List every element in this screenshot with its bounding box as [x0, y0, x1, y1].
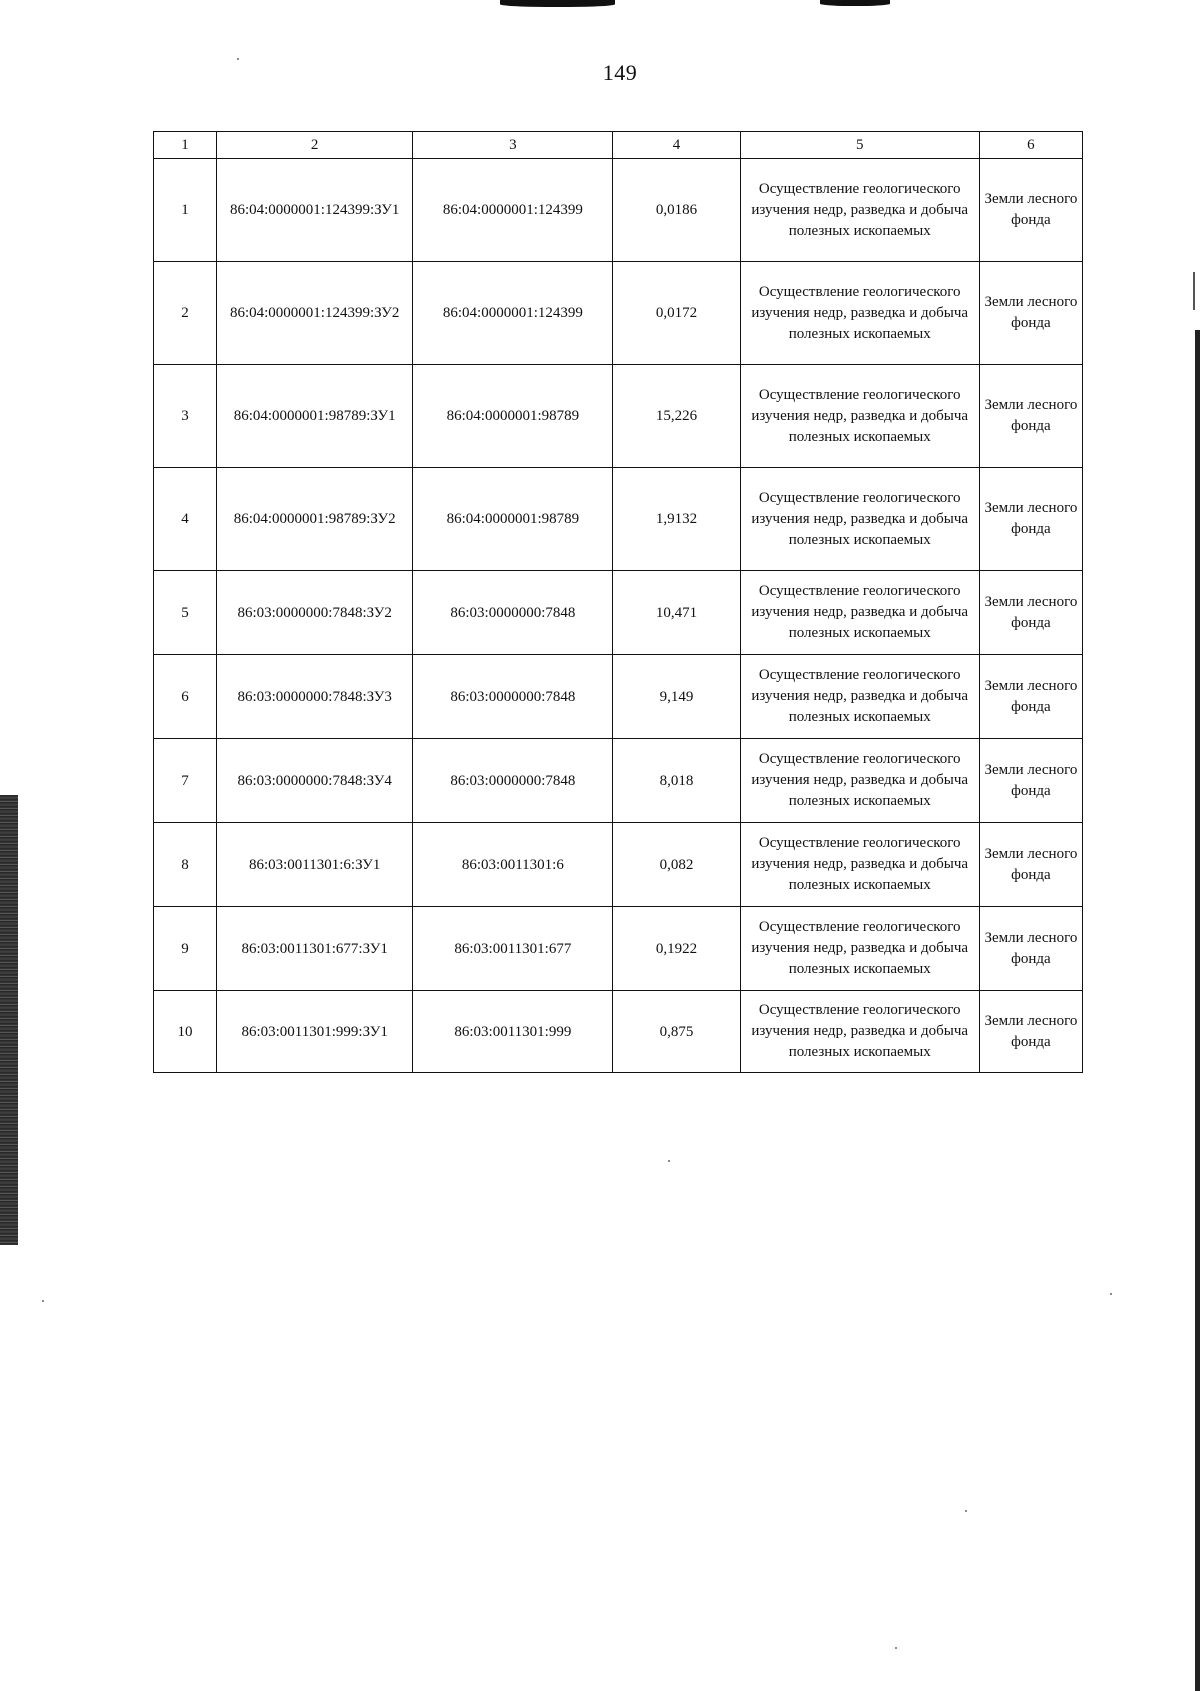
table-row: [154, 571, 1083, 655]
area-cell: 0,0172: [613, 262, 740, 365]
purpose-cell: Осуществление геологического изучения недр, разведка и добыча полезных ископаемых: [740, 655, 979, 739]
plot-id-cell: 86:03:0011301:6:ЗУ1: [217, 823, 413, 907]
area-cell: 0,1922: [613, 907, 740, 991]
scan-artifact: [1193, 272, 1195, 310]
purpose-cell: Осуществление геологического изучения недр, разведка и добыча полезных ископаемых: [740, 468, 979, 571]
table-row: [154, 159, 1083, 262]
row-number-cell: 1: [154, 159, 217, 262]
plot-id-cell: 86:04:0000001:98789:ЗУ2: [217, 468, 413, 571]
scan-speck: [1110, 1293, 1112, 1295]
scan-speck: [965, 1510, 967, 1512]
land-category-cell: Земли лесного фонда: [979, 823, 1082, 907]
land-category-cell: Земли лесного фонда: [979, 468, 1082, 571]
table-row: [154, 468, 1083, 571]
scan-artifact: [820, 0, 890, 6]
parcel-number-cell: 86:03:0011301:6: [413, 823, 613, 907]
parcel-number-cell: 86:04:0000001:124399: [413, 159, 613, 262]
table-row: [154, 907, 1083, 991]
row-number-cell: 9: [154, 907, 217, 991]
parcel-number-cell: 86:03:0011301:999: [413, 991, 613, 1073]
purpose-cell: Осуществление геологического изучения недр, разведка и добыча полезных ископаемых: [740, 907, 979, 991]
land-category-cell: Земли лесного фонда: [979, 991, 1082, 1073]
table-row: [154, 823, 1083, 907]
land-plots-table: [153, 131, 1083, 1073]
scan-edge-shadow: [1195, 330, 1200, 1691]
land-category-cell: Земли лесного фонда: [979, 159, 1082, 262]
page-number: 149: [602, 60, 638, 85]
scan-speck: [237, 58, 239, 60]
parcel-number-cell: 86:04:0000001:124399: [413, 262, 613, 365]
land-category-cell: Земли лесного фонда: [979, 262, 1082, 365]
area-cell: 10,471: [613, 571, 740, 655]
land-category-cell: Земли лесного фонда: [979, 365, 1082, 468]
land-category-cell: Земли лесного фонда: [979, 571, 1082, 655]
row-number-cell: 10: [154, 991, 217, 1073]
plot-id-cell: 86:03:0000000:7848:ЗУ3: [217, 655, 413, 739]
table-row: [154, 739, 1083, 823]
plot-id-cell: 86:03:0000000:7848:ЗУ4: [217, 739, 413, 823]
table-row: [154, 365, 1083, 468]
table-row: [154, 991, 1083, 1073]
plot-id-cell: 86:04:0000001:124399:ЗУ2: [217, 262, 413, 365]
plot-id-cell: 86:04:0000001:98789:ЗУ1: [217, 365, 413, 468]
parcel-number-cell: 86:04:0000001:98789: [413, 468, 613, 571]
plot-id-cell: 86:03:0011301:999:ЗУ1: [217, 991, 413, 1073]
area-cell: 0,875: [613, 991, 740, 1073]
scan-speck: [668, 1160, 670, 1162]
scan-edge-shadow: [0, 795, 18, 1245]
parcel-number-cell: 86:03:0000000:7848: [413, 571, 613, 655]
plot-id-cell: 86:03:0011301:677:ЗУ1: [217, 907, 413, 991]
area-cell: 9,149: [613, 655, 740, 739]
area-cell: 8,018: [613, 739, 740, 823]
row-number-cell: 5: [154, 571, 217, 655]
purpose-cell: Осуществление геологического изучения недр, разведка и добыча полезных ископаемых: [740, 262, 979, 365]
row-number-cell: 6: [154, 655, 217, 739]
column-header: 6: [979, 132, 1082, 159]
parcel-number-cell: 86:04:0000001:98789: [413, 365, 613, 468]
area-cell: 0,082: [613, 823, 740, 907]
area-cell: 15,226: [613, 365, 740, 468]
scan-speck: [42, 1300, 44, 1302]
row-number-cell: 8: [154, 823, 217, 907]
scan-artifact: [500, 0, 615, 7]
purpose-cell: Осуществление геологического изучения недр, разведка и добыча полезных ископаемых: [740, 991, 979, 1073]
land-category-cell: Земли лесного фонда: [979, 739, 1082, 823]
column-header: 2: [217, 132, 413, 159]
purpose-cell: Осуществление геологического изучения недр, разведка и добыча полезных ископаемых: [740, 823, 979, 907]
parcel-number-cell: 86:03:0000000:7848: [413, 739, 613, 823]
parcel-number-cell: 86:03:0000000:7848: [413, 655, 613, 739]
land-category-cell: Земли лесного фонда: [979, 655, 1082, 739]
row-number-cell: 2: [154, 262, 217, 365]
purpose-cell: Осуществление геологического изучения недр, разведка и добыча полезных ископаемых: [740, 571, 979, 655]
column-header: 4: [613, 132, 740, 159]
land-category-cell: Земли лесного фонда: [979, 907, 1082, 991]
row-number-cell: 4: [154, 468, 217, 571]
area-cell: 1,9132: [613, 468, 740, 571]
table-header-row: [154, 132, 1083, 159]
plot-id-cell: 86:03:0000000:7848:ЗУ2: [217, 571, 413, 655]
column-header: 1: [154, 132, 217, 159]
purpose-cell: Осуществление геологического изучения недр, разведка и добыча полезных ископаемых: [740, 365, 979, 468]
purpose-cell: Осуществление геологического изучения недр, разведка и добыча полезных ископаемых: [740, 159, 979, 262]
parcel-number-cell: 86:03:0011301:677: [413, 907, 613, 991]
scan-speck: [895, 1647, 897, 1649]
table-row: [154, 655, 1083, 739]
column-header: 5: [740, 132, 979, 159]
plot-id-cell: 86:04:0000001:124399:ЗУ1: [217, 159, 413, 262]
purpose-cell: Осуществление геологического изучения недр, разведка и добыча полезных ископаемых: [740, 739, 979, 823]
column-header: 3: [413, 132, 613, 159]
row-number-cell: 7: [154, 739, 217, 823]
table-row: [154, 262, 1083, 365]
row-number-cell: 3: [154, 365, 217, 468]
area-cell: 0,0186: [613, 159, 740, 262]
